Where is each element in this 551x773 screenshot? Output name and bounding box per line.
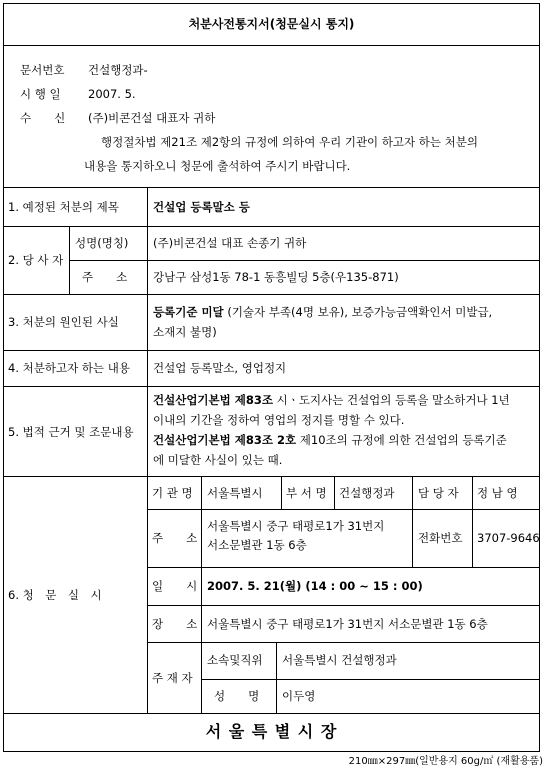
rule-r4-top	[4, 350, 539, 351]
recipient-value: (주)비콘건설 대표자 귀하	[88, 111, 216, 125]
rule-r6-a	[147, 509, 539, 510]
paper-spec: 210㎜×297㎜(일반용지 60g/㎡ (재활용품)	[348, 756, 543, 767]
phone-label: 전화번호	[418, 531, 463, 545]
presider-label: 주 재 자	[152, 671, 193, 685]
datetime-label: 일 시	[152, 579, 198, 593]
rule-r6-c	[147, 605, 539, 606]
r5-a-rest: 시ㆍ도지사는 건설업의 등록을 말소하거나 1년	[273, 393, 510, 407]
phone-value: 3707-9646	[477, 531, 540, 545]
col-r6-label	[147, 476, 148, 713]
r3-value-bold: 등록기준 미달	[153, 305, 224, 319]
r5-a-line-1	[153, 392, 510, 408]
col-r6-officer-value	[472, 476, 473, 567]
place-value: 서울특별시 중구 태평로1가 31번지 서소문별관 1동 6층	[207, 617, 488, 631]
position-value: 서울특별시 건설행정과	[282, 653, 397, 667]
r3-value-line-1	[153, 304, 492, 320]
rule-r6-e	[201, 679, 539, 680]
addr-label: 주 소	[152, 531, 198, 545]
col-r6-dept-value	[334, 476, 335, 509]
r2-name-label: 성명(명칭)	[75, 236, 129, 250]
r5-b-rest: 제10조의 규정에 의한 건설업의 등록기준	[296, 433, 507, 447]
rule-r2-top	[4, 226, 539, 227]
col-label-divider	[147, 187, 148, 476]
datetime-value: 2007. 5. 21(월) (14 : 00 ~ 15 : 00)	[207, 579, 423, 593]
notice-form	[3, 3, 540, 752]
r1-label: 1. 예정된 처분의 제목	[8, 200, 119, 214]
r3-label: 3. 처분의 원인된 사실	[8, 315, 119, 329]
rule-title	[4, 45, 539, 46]
issuer-name: 서 울 특 별 시 장	[205, 722, 338, 741]
r2-name-value: (주)비콘건설 대표 손종기 귀하	[153, 236, 307, 250]
rule-r6-b	[147, 567, 539, 568]
addr-value-line-2: 서소문별관 1동 6층	[207, 538, 307, 552]
position-label: 소속및직위	[207, 653, 263, 667]
date-value: 2007. 5.	[88, 87, 136, 101]
recipient-label: 수 신	[20, 111, 66, 125]
rule-footer	[4, 713, 539, 714]
r1-value: 건설업 등록말소 등	[153, 200, 250, 214]
dept-label: 부 서 명	[286, 486, 327, 500]
r5-b-line-2: 에 미달한 사실이 있는 때.	[153, 453, 283, 467]
intro-line-2: 내용을 통지하오니 청문에 출석하여 주시기 바랍니다.	[84, 159, 351, 173]
doc-no-value: 건설행정과-	[88, 63, 148, 77]
r4-label: 4. 처분하고자 하는 내용	[8, 361, 130, 375]
document-title: 처분사전통지서(청문실시 통지)	[188, 17, 355, 31]
r3-value-line-2: 소재지 불명)	[153, 325, 217, 339]
rule-r6-d	[147, 642, 539, 643]
r2-addr-value: 강남구 삼성1동 78-1 동흥빌딩 5층(우135-871)	[153, 270, 399, 284]
intro-line-1: 행정절차법 제21조 제2항의 규정에 의하여 우리 기관이 하고자 하는 처분의	[101, 135, 479, 149]
col-r6-dept-label	[281, 476, 282, 509]
col-r6-presider	[276, 642, 277, 713]
doc-no-label: 문서번호	[20, 63, 65, 77]
rule-r3-top	[4, 294, 539, 295]
r4-value: 건설업 등록말소, 영업정지	[153, 361, 287, 375]
officer-label: 담 당 자	[418, 486, 459, 500]
r5-a-bold: 건설산업기본법 제83조	[153, 393, 273, 407]
r2-addr-label: 주 소	[82, 270, 128, 284]
officer-value: 정 남 영	[477, 486, 518, 500]
agency-value: 서울특별시	[207, 486, 263, 500]
dept-value: 건설행정과	[339, 486, 395, 500]
name-label: 성 명	[214, 689, 260, 703]
addr-value-line-1: 서울특별시 중구 태평로1가 31번지	[207, 519, 385, 533]
date-label: 시 행 일	[20, 87, 61, 101]
r5-b-line-1	[153, 432, 507, 448]
rule-r5-top	[4, 386, 539, 387]
r6-label: 6. 청 문 실 시	[8, 588, 102, 602]
col-r6-officer-label	[412, 476, 413, 567]
rule-r6-top	[4, 476, 539, 477]
col-r6-value	[201, 476, 202, 713]
r2-label: 2. 당 사 자	[8, 253, 64, 267]
agency-label: 기 관 명	[152, 486, 193, 500]
place-label: 장 소	[152, 617, 198, 631]
name-value: 이두영	[282, 689, 316, 703]
rule-r1-top	[4, 187, 539, 188]
rule-r2-mid	[69, 260, 539, 261]
r3-value-rest: (기술자 부족(4명 보유), 보증가능금액확인서 미발급,	[223, 305, 493, 319]
r5-a-line-2: 이내의 기간을 정하여 영업의 정지를 명할 수 있다.	[153, 413, 405, 427]
col-r2-left	[69, 226, 70, 294]
r5-b-bold: 건설산업기본법 제83조 2호	[153, 433, 297, 447]
r5-label: 5. 법적 근거 및 조문내용	[8, 425, 134, 439]
